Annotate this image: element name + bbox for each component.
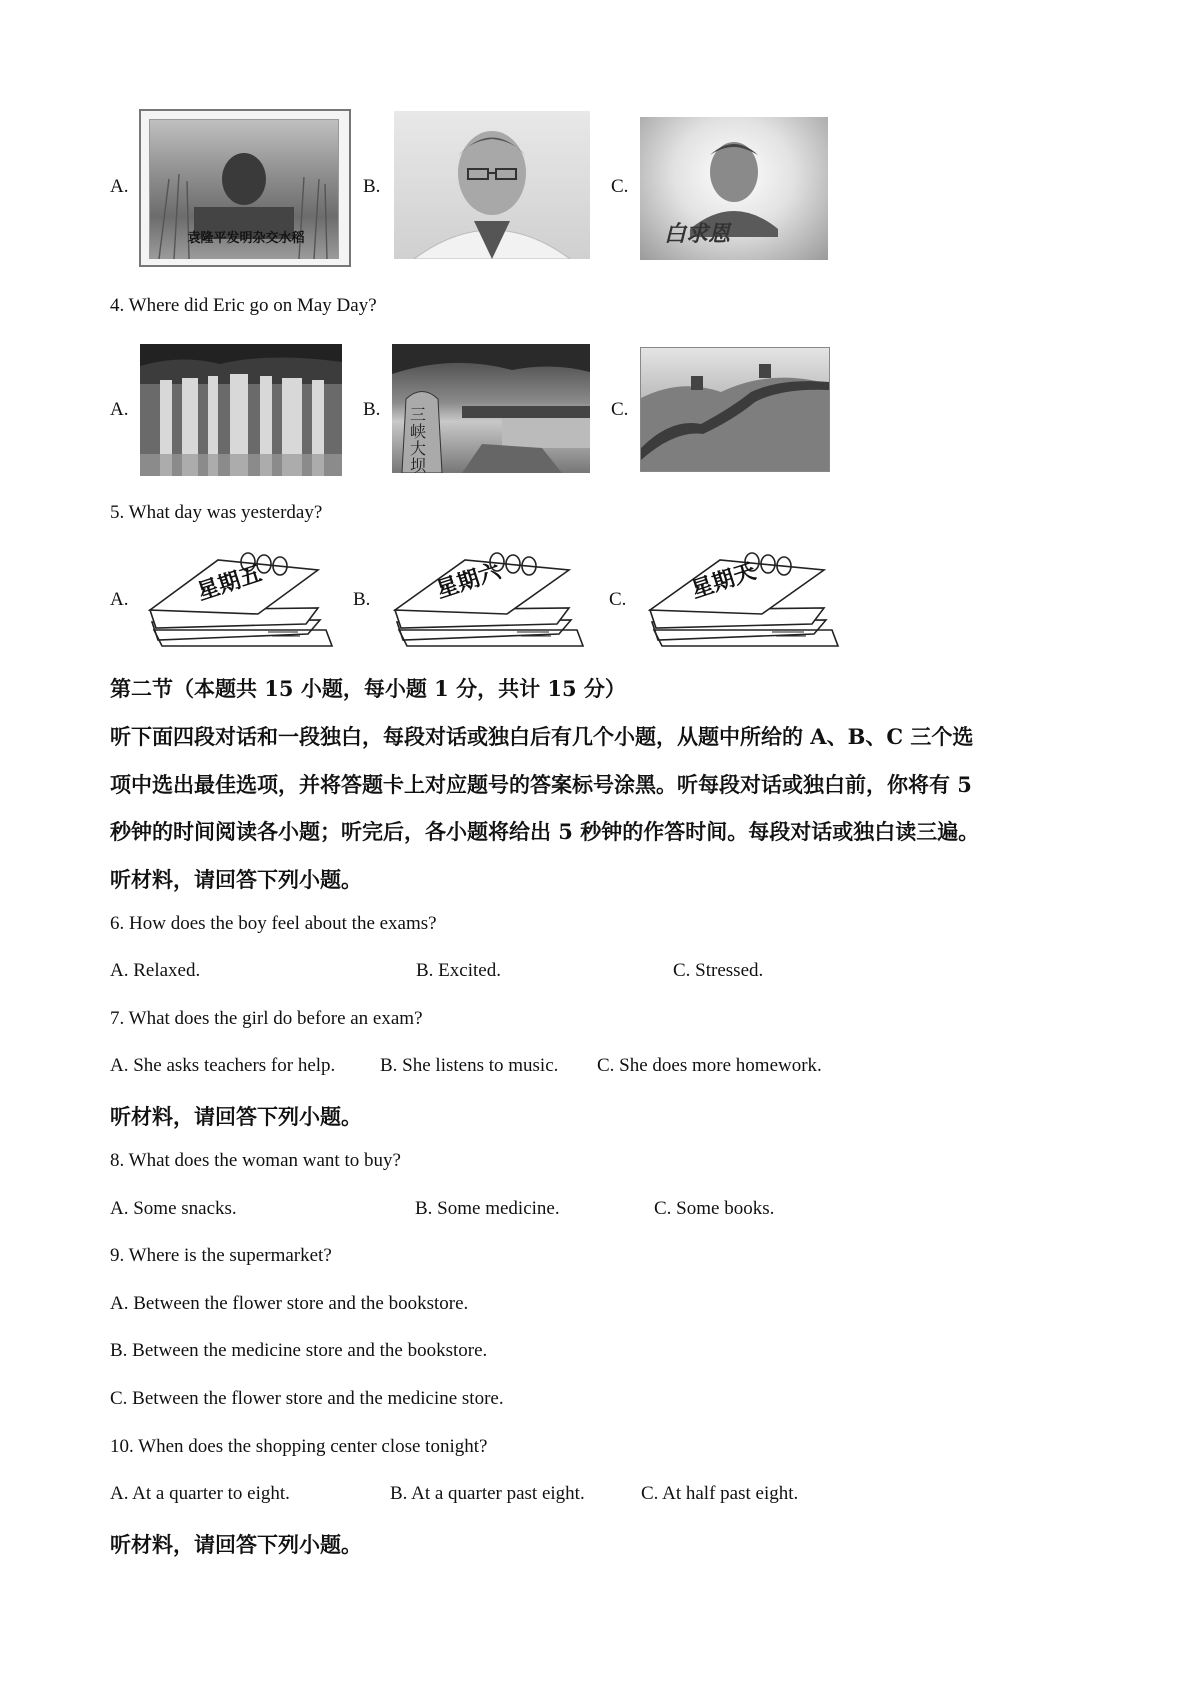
q7-option-c: C. She does more homework. [597,1055,822,1076]
q6-option-b: B. Excited. [416,960,501,981]
great-wall-icon [641,348,829,471]
doctor-portrait-icon [394,111,590,259]
q10-option-a: A. At a quarter to eight. [110,1483,290,1504]
q4-option-c-label: C. [611,399,629,420]
q3-option-a-caption: 袁隆平发明杂交水稻 [187,231,305,246]
q4-option-a-image [140,344,342,476]
q3-option-a-image [139,109,351,267]
q10-option-b: B. At a quarter past eight. [390,1483,585,1504]
q5-calendar-b [393,546,589,656]
q5-option-c-label: C. [609,589,627,610]
section-2-instructions-line-2: 项中选出最佳选项，并将答题卡上对应题号的答案标号涂黑。听每段对话或独白前，你将有 5 [110,772,972,797]
question-4: 4. Where did Eric go on May Day? [110,295,377,316]
q4-option-a-label: A. [110,399,129,420]
q4-option-c-image [640,347,830,472]
question-5: 5. What day was yesterday? [110,502,323,523]
q6-option-a: A. Relaxed. [110,960,201,981]
listen-prompt-2: 听材料，请回答下列小题。 [110,1104,362,1129]
q9-option-c: C. Between the flower store and the medicine store. [110,1388,504,1409]
q3-option-b-image [394,111,590,259]
q4-option-b-label: B. [363,399,381,420]
q3-option-c-image [640,117,828,260]
q3-option-b-label: B. [363,176,381,197]
listen-prompt-3: 听材料，请回答下列小题。 [110,1532,362,1557]
question-10: 10. When does the shopping center close tonight? [110,1436,488,1457]
q3-option-a-label: A. [110,176,129,197]
q4-option-b-image [392,344,590,473]
question-6: 6. How does the boy feel about the exams? [110,913,437,934]
q7-option-b: B. She listens to music. [380,1055,559,1076]
q5-calendar-c [648,546,844,656]
q6-option-c: C. Stressed. [673,960,764,981]
q5-option-a-label: A. [110,589,129,610]
q5-option-b-label: B. [353,589,371,610]
section-2-heading: 第二节（本题共 15 小题，每小题 1 分，共计 15 分） [110,676,626,701]
waterfall-icon [140,344,342,476]
question-8: 8. What does the woman want to buy? [110,1150,401,1171]
section-2-instructions-line-3: 秒钟的时间阅读各小题；听完后，各小题将给出 5 秒钟的作答时间。每段对话或独白读三遍。 [110,819,980,844]
q9-option-b: B. Between the medicine store and the bookstore. [110,1340,488,1361]
q5-calendar-c-text: 星期天 [688,559,759,604]
q5-calendar-b-text: 星期六 [433,559,504,604]
q8-option-c: C. Some books. [654,1198,775,1219]
question-9: 9. Where is the supermarket? [110,1245,332,1266]
listen-prompt-1: 听材料，请回答下列小题。 [110,867,362,892]
q5-calendar-a-text: 星期五 [194,561,265,606]
q5-calendar-a [148,548,338,656]
question-7: 7. What does the girl do before an exam? [110,1008,423,1029]
section-2-instructions-line-1: 听下面四段对话和一段独白，每段对话或独白后有几个小题，从题中所给的 A、B、C 三个选 [110,724,974,749]
q4-option-b-caption: 三峡大坝 [410,405,427,473]
q3-option-c-label: C. [611,176,629,197]
q9-option-a: A. Between the flower store and the bookstore. [110,1293,469,1314]
q3-option-c-caption: 白求恩 [664,221,731,247]
q8-option-a: A. Some snacks. [110,1198,237,1219]
q8-option-b: B. Some medicine. [415,1198,560,1219]
q10-option-c: C. At half past eight. [641,1483,799,1504]
q7-option-a: A. She asks teachers for help. [110,1055,336,1076]
